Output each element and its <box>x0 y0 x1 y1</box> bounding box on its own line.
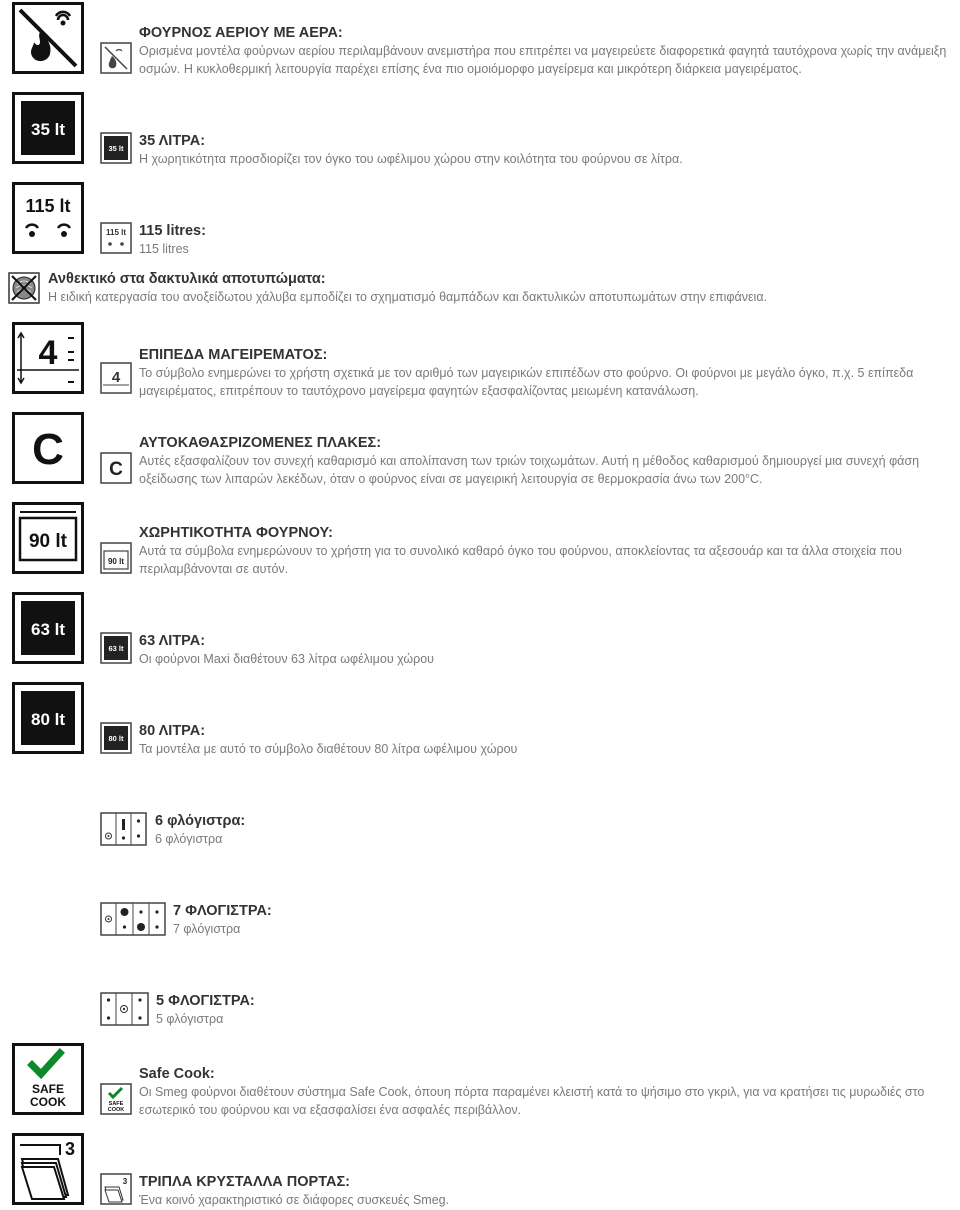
icon-label: 80 lt <box>30 710 66 729</box>
63-litre-small-icon <box>100 632 132 664</box>
35-litre-small-icon <box>100 132 132 164</box>
cooking-levels-icon <box>12 322 84 394</box>
entry-title: ΕΠΙΠΕΔΑ ΜΑΓΕΙΡΕΜΑΤΟΣ: <box>139 347 328 363</box>
icon-label: 90 lt <box>28 531 68 552</box>
icon-label: 63 lt <box>108 644 124 653</box>
entry-description: Το σύμβολο ενημερώνει το χρήστη σχετικά με τον αριθμό των μαγειρικών επιπέδων στο φούρνο. Οι φούρνοι με μεγάλο όγκο, π.χ. 5 επίπεδα μαγειρέματος, επιτρέπουν το ταυτόχρονο μαγείρεμα φαγητών εξασφαλίζοντας μειωμένη κατανάλωση. <box>139 366 914 398</box>
safe-cook-icon <box>12 1043 84 1115</box>
entry-description: Τα μοντέλα με αυτό το σύμβολο διαθέτουν 80 λίτρα ωφέλιμου χώρου <box>139 742 518 756</box>
entry-title: 7 ΦΛΟΓΙΣΤΡΑ: <box>173 903 272 919</box>
icon-label: COOK <box>107 1107 125 1113</box>
entry-title: 5 ΦΛΟΓΙΣΤΡΑ: <box>156 993 255 1009</box>
icon-label: COOK <box>30 1095 66 1109</box>
115-litre-small-icon <box>100 222 132 254</box>
entry-description: Ένα κοινό χαρακτηριστικό σε διάφορες συσκευές Smeg. <box>139 1193 450 1207</box>
entry-description: Η ειδική κατεργασία του ανοξείδωτου χάλυβα εμποδίζει το σχηματισμό θαμπάδων και δακτυλικών αποτυπωμάτων στην επιφάνεια. <box>48 290 768 304</box>
safe-cook-small-icon <box>100 1083 132 1115</box>
90-litre-small-icon <box>100 542 132 574</box>
icon-label: 3 <box>122 1177 128 1186</box>
entry-title: 35 ΛΙΤΡΑ: <box>139 133 206 149</box>
80-litre-small-icon <box>100 722 132 754</box>
90-litre-icon <box>12 502 84 574</box>
entry-description: 7 φλόγιστρα <box>173 922 241 936</box>
entry-title: ΤΡΙΠΛΑ ΚΡΥΣΤΑΛΛΑ ΠΟΡΤΑΣ: <box>139 1174 351 1190</box>
self-cleaning-icon <box>12 412 84 484</box>
entry-title: ΦΟΥΡΝΟΣ ΑΕΡΙΟΥ ΜΕ ΑΕΡΑ: <box>139 25 343 41</box>
entry-title: 115 litres: <box>139 223 206 239</box>
entry-description: Ορισμένα μοντέλα φούρνων αερίου περιλαμβάνουν ανεμιστήρα που επιτρέπει να μαγειρεύετε διαφορετικά φαγητά ταυτόχρονα χωρίς την ανάμειξη οσμών. Η κυκλοθερμική λειτουργία παρέχει επίσης ένα πιο ομοιόμορφο μαγείρεμα και μικρότερη διάρκεια μαγειρέματος. <box>139 44 947 76</box>
entry-description: 5 φλόγιστρα <box>156 1012 224 1026</box>
icon-label: 90 lt <box>107 557 125 566</box>
icon-label: 4 <box>111 369 121 386</box>
entry-description: 6 φλόγιστρα <box>155 832 223 846</box>
icon-label: 115 lt <box>105 228 127 237</box>
entry-description: 115 litres <box>139 242 189 256</box>
anti-fingerprint-icon <box>8 272 40 304</box>
entry-title: ΑΥΤΟΚΑΘΑΣΡΙΖΟΜΕΝΕΣ ΠΛΑΚΕΣ: <box>139 435 382 451</box>
icon-label: C <box>32 425 64 474</box>
entry-title: ΧΩΡΗΤΙΚΟΤΗΤΑ ΦΟΥΡΝΟΥ: <box>139 525 333 541</box>
icon-label: 35 lt <box>30 120 66 139</box>
gas-fan-oven-icon <box>12 2 84 74</box>
entry-title: Ανθεκτικό στα δακτυλικά αποτυπώματα: <box>48 271 326 287</box>
entry-description: Αυτά τα σύμβολα ενημερώνουν το χρήστη για το συνολικό καθαρό όγκο του φούρνου, αποκλείοντας τα αξεσουάρ και τα άλλα στοιχεία που περιλαμβάνονται σε αυτόν. <box>139 544 902 576</box>
triple-glass-door-small-icon <box>100 1173 132 1205</box>
115-litre-icon <box>12 182 84 254</box>
cooking-levels-small-icon <box>100 362 132 394</box>
icon-label: 80 lt <box>108 734 124 743</box>
entry-title: 80 ΛΙΤΡΑ: <box>139 723 206 739</box>
icon-label: SAFE <box>108 1101 124 1107</box>
triple-glass-door-icon <box>12 1133 84 1205</box>
entry-description: Αυτές εξασφαλίζουν τον συνεχή καθαρισμό και απολίπανση των τριών τοιχωμάτων. Αυτή η μέθοδος καθαρισμού δημιουργεί μια συνεχή φάση οξείδωσης των λιπαρών λεκέδων, όταν ο φούρνος είναι σε μαγειρική λειτουργία σε θερμοκρασία άνω των 200°C. <box>139 454 920 486</box>
entry-title: 6 φλόγιστρα: <box>155 813 246 829</box>
icon-label: 35 lt <box>108 144 124 153</box>
icon-label: SAFE <box>31 1082 65 1096</box>
entry-description: Η χωρητικότητα προσδιορίζει τον όγκο του ωφέλιμου χώρου στην κοιλότητα του φούρνου σε λίτρα. <box>139 152 683 166</box>
entry-description: Οι Smeg φούρνοι διαθέτουν σύστημα Safe Cook, όπουη πόρτα παραμένει κλειστή κατά το ψήσιμο στο γκριλ, για να κρατήσει τις μυρωδιές στο εσωτερικό του φούρνου και να εξασφαλίσει ένα ασφαλές περιβάλλον. <box>139 1085 925 1117</box>
icon-label: C <box>109 459 123 480</box>
icon-label: 4 <box>38 334 58 372</box>
icon-label: 3 <box>64 1139 76 1159</box>
5-burners-icon <box>100 992 149 1026</box>
icon-label: 115 lt <box>25 196 71 216</box>
entry-title: 63 ΛΙΤΡΑ: <box>139 633 206 649</box>
6-burners-icon <box>100 812 147 846</box>
entry-title: Safe Cook: <box>139 1066 215 1082</box>
7-burners-icon <box>100 902 166 936</box>
80-litre-icon <box>12 682 84 754</box>
entry-description: Οι φούρνοι Maxi διαθέτουν 63 λίτρα ωφέλιμου χώρου <box>139 652 435 666</box>
35-litre-icon <box>12 92 84 164</box>
self-cleaning-small-icon <box>100 452 132 484</box>
gas-fan-oven-small-icon <box>100 42 132 74</box>
icon-label: 63 lt <box>30 620 66 639</box>
63-litre-icon <box>12 592 84 664</box>
